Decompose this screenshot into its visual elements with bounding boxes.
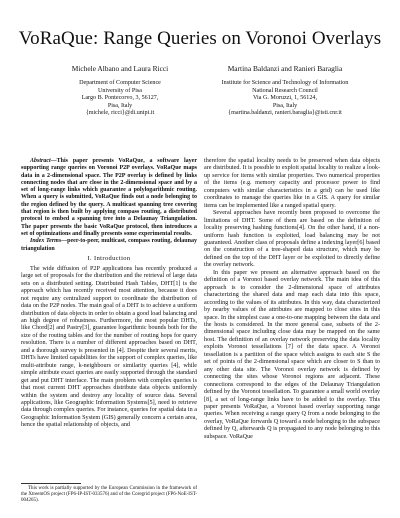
author-affiliation-line: University of Pisa — [97, 87, 142, 94]
index-terms-text: —peer-to-peer, multicast, compass routing, delaunay triangulation — [21, 238, 197, 252]
abstract-text: —This paper presents VoRaQue, a software layer supporting range queries on Voronoi P2P overlays. VoRaQue maps data in a 2-dimensional space. The P2P overlay is defined by links connecting nodes that are close in the 2-dimensional space and by a set of long-range links which guarantee a polylogarithmic routing. When a query is submitted, VoRaQue finds out a node belonging to the region defined by the query. A multicast spanning tree covering that region is then built by applying compass routing, a distributed protocol to embed a spanning tree into a Delaunay Triangulation. The paper presents the basic VoRaQue protocol, then introduces a set of optimizations and finally presents some experimental results. — [21, 158, 197, 237]
section-heading: I. Introduction — [87, 254, 131, 262]
author-affiliation-line: Department of Computer Science — [79, 80, 161, 86]
paper-title: VoRaQue: Range Queries on Voronoi Overlays — [18, 28, 382, 49]
author-affiliation-line: Pisa, Italy — [107, 102, 133, 109]
author-affiliation-line: Via G. Moruzzi, 1, 56124, — [253, 95, 317, 102]
author-affiliation-line: Largo B. Pontecorvo, 3, 56127, — [81, 95, 159, 102]
right-column — [204, 158, 380, 441]
footnote — [21, 486, 197, 504]
author-affiliation-line: National Research Council — [252, 87, 318, 94]
author-names: Michele Albano and Laura Ricci — [71, 64, 169, 73]
author-block-1 — [40, 64, 200, 118]
author-email: {martina.baldanzi, ranieri.baraglia}@isti.cnr.it — [228, 110, 342, 117]
author-affiliation-line: Institute for Science and Technology of Information — [221, 80, 349, 86]
abstract — [21, 158, 197, 238]
author-email: {michele, ricci}@di.unipi.it — [85, 110, 155, 117]
footnote-rule — [21, 483, 81, 484]
author-names: Martina Baldanzi and Ranieri Baraglia — [227, 64, 343, 73]
left-column — [21, 158, 197, 430]
author-block-2 — [200, 64, 370, 118]
author-affiliation-line: Pisa, Italy — [272, 102, 298, 109]
body-paragraph: In this paper we present an alternative approach based on the definition of a Voronoi based overlay network. The main idea of this approach is to consider the 2-dimensional space of attributes characterizing the shared data and map each data into this space, according to the values of its attributes. In this way, data characterized by nearby values of the attributes are mapped to close sites in this space. In the simplest case a one-to-one mapping between the data and the hosts is considered. In the more general case, subsets of the 2-dimensional space including close data may be mapped on the same host. The definition of an overlay network preserving the data locality exploits Voronoi tessellations [7] of the data space. A Voronoi tessellation is a partition of the space which assigns to each site S the set of points of the 2-dimensional space which are closer to S than to any other data site. The Voronoi overlay network is defined by connecting the sites whose Voronoi regions are adjacent. These connections correspond to the edges of the Delaunay Triangulation defined by the Voronoi tessellation. To guarantee a small world overlay [8], a set of long-range links have to be added to the overlay. This paper presents VoRaQue, a Voronoi based overlay supporting range queries. When receiving a range query Q from a node belonging to the overlay, VoRaQue forwards Q toward a node belonging to the subspace defined by Q, afterwards Q is propagated to any node belonging to this subspace. VoRaQue — [204, 269, 380, 440]
index-terms — [21, 238, 197, 253]
body-paragraph: The wide diffusion of P2P applications has recently produced a large set of proposals for the distribution and the retrieval of large data sets on a distributed setting. Distributed Hash Tables, DHT[1] is the approach which has recently received most attention, because it does not require any centralized support to coordinate the distribution of data on the P2P nodes. The main goal of a DHT is to achieve a uniform distribution of data objects in order to obtain a good load balancing and an high degree of robustness. Furthermore, the most popular DHTs, like Chord[2] and Pastry[3], guarantee logarithmic bounds both for the size of the routing tables and for the number of routing hops for query resolution. There is a number of different approaches based on DHT, and a thorough survey is presented in [4]. Despite their several merits, DHTs have limited capabilities for the support of complex queries, like multi-attribute range, k-neighbours or similarity queries [4], while simple attribute exact queries are easily supported through the standard get and put DHT interface. The main problem with complex queries is that most current DHT approaches distribute data objects uniformly within the system and destroy any locality of source data. Several applications, like Geographic Information Systems[5], need to retrieve data through complex queries. For instance, queries for spatial data in a Geographic Information System (GIS) generally concern a certain area, hence the spatial relationship of objects, and — [21, 265, 197, 429]
index-terms-lead: Index Terms — [30, 238, 62, 245]
body-paragraph: therefore the spatial locality needs to be preserved when data objects are distributed. It is possible to exploit spatial locality to realize a look-up service for items with similar properties. Two numerical properties of the items (e.g. memory capacity and processor power to find computers with similar characteristics in a grid) can be used like coordinates to manage the queries like in a GIS. A query for similar items can be implemented like a ranged spatial query. — [204, 158, 380, 209]
footnote-text: This work is partially supported by the European Commission in the framework of the XtreemOS project (FP6-IP-IST-033576) and of the Coregrid project (FP6-NoE-IST-004265). — [21, 486, 197, 503]
body-paragraph: Several approaches have recently been proposed to overcome the limitations of DHT. Some of them are based on the definition of locality preserving hashing functions[4]. On the other hand, if a non-uniform hash function is exploited, load balancing may be not guaranteed. Another class of proposals define a indexing layer[6] based on the construction of a tree-shaped data structure, which may be defined on the top of the DHT layer or be exploited to directly define the overlay network. — [204, 210, 380, 269]
abstract-lead: Abstract — [30, 158, 51, 164]
